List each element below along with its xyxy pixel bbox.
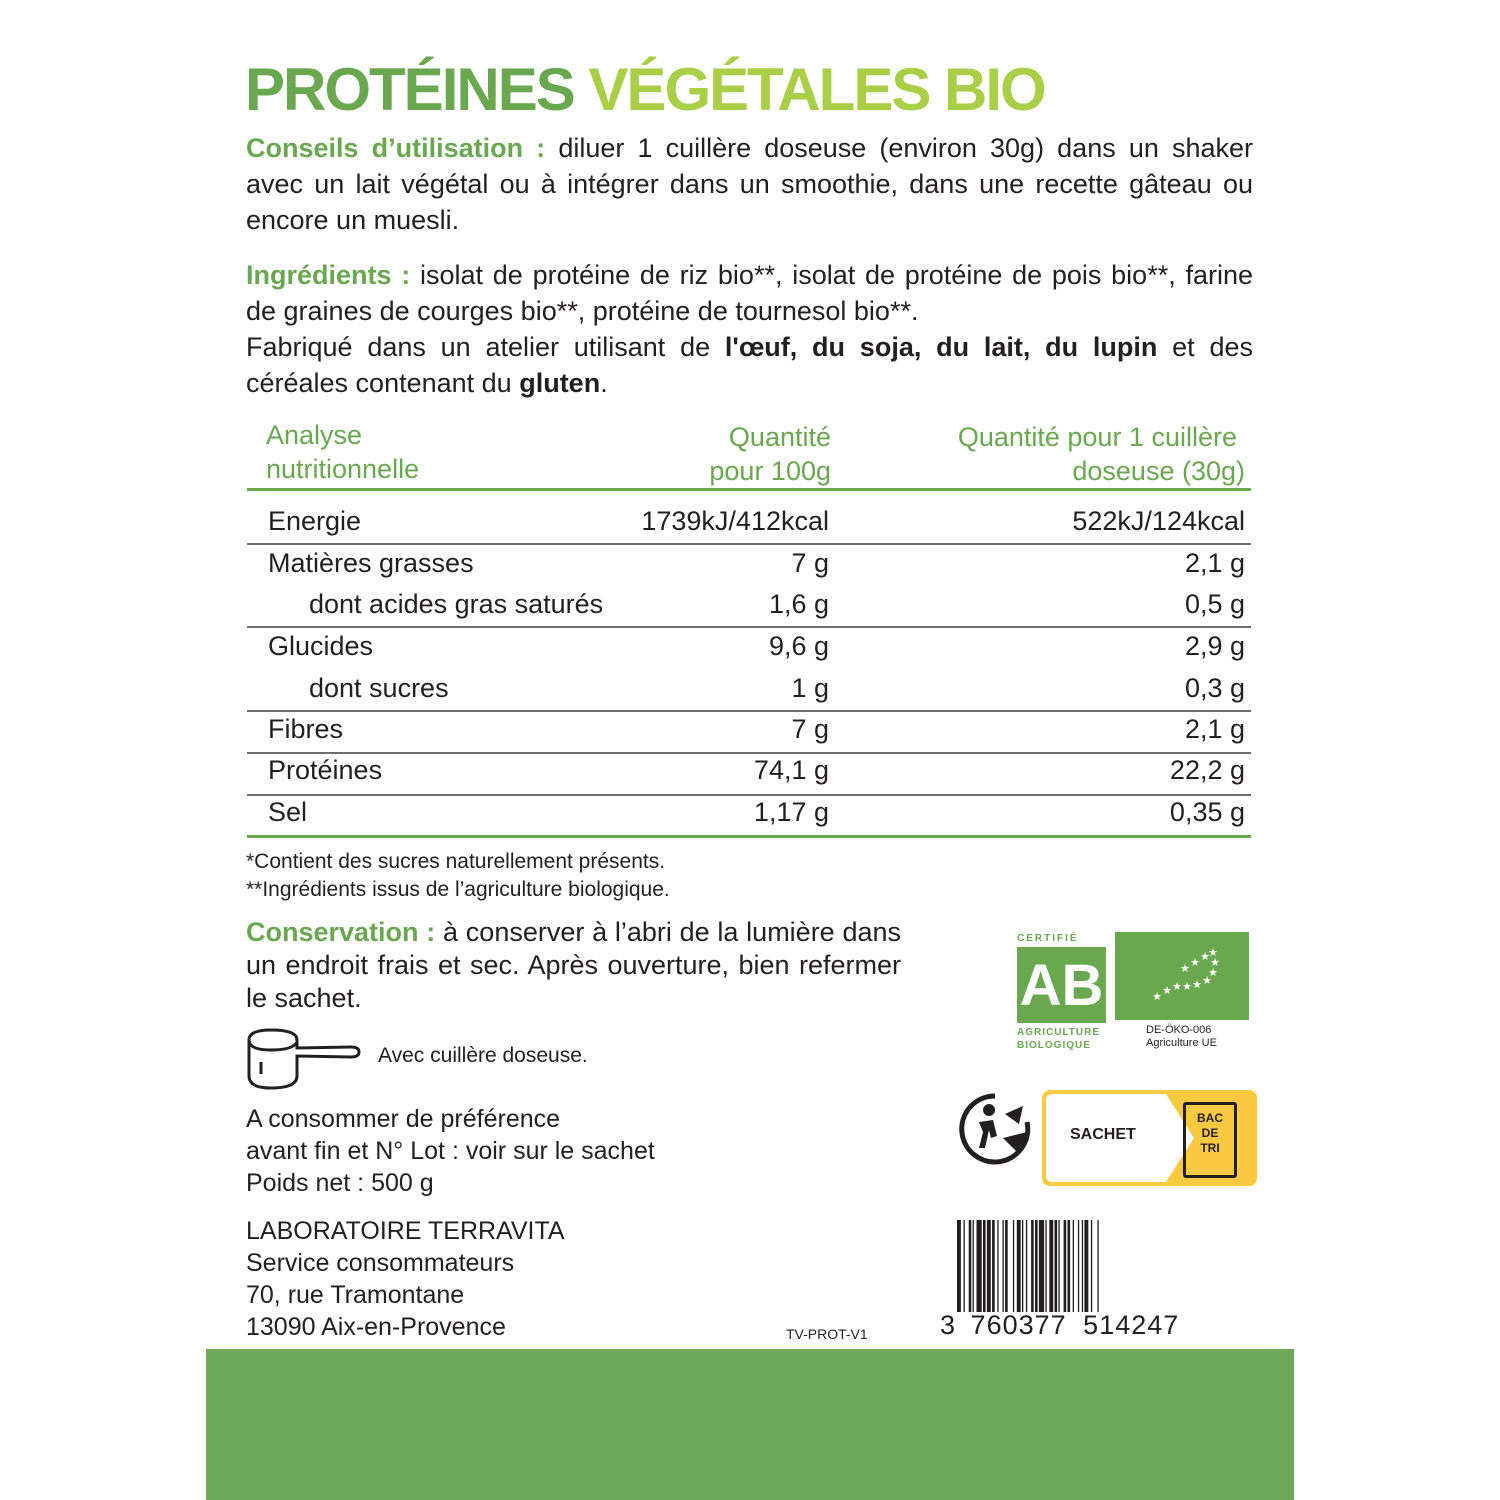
barcode-bar	[1078, 1220, 1079, 1312]
best-before: A consommer de préférence avant fin et N° Lot : voir sur le sachet Poids net : 500 g	[246, 1105, 655, 1197]
barcode-bar	[977, 1220, 982, 1312]
svg-text:★: ★	[1202, 974, 1212, 987]
barcode-bar	[987, 1220, 991, 1312]
barcode	[955, 1220, 1255, 1316]
barcode-bar	[969, 1220, 972, 1312]
barcode-bar	[1039, 1220, 1044, 1312]
sorting-bin-icon: BAC DE TRI	[1183, 1102, 1237, 1178]
barcode-bar	[1005, 1220, 1008, 1312]
barcode-bar	[1031, 1220, 1034, 1312]
svg-text:★: ★	[1192, 978, 1202, 991]
table-row: Energie 1739kJ/412kcal 522kJ/124kcal	[268, 506, 1245, 536]
svg-text:★: ★	[1180, 962, 1190, 975]
ingredients-text: isolat de protéine de riz bio**, isolat de protéine de pois bio**, farine de graines de courges bio**, protéine de tournesol bio**.	[246, 260, 1253, 326]
barcode-bar	[1013, 1220, 1014, 1312]
reference-code: TV-PROT-V1	[786, 1326, 868, 1342]
table-row: Sel 1,17 g 0,35 g	[268, 797, 1245, 827]
nutrition-header-per30: Quantité pour 1 cuillère doseuse (30g)	[957, 422, 1245, 486]
barcode-bar	[964, 1220, 965, 1312]
barcode-bar	[992, 1220, 995, 1312]
usage-advice-label: Conseils d’utilisation :	[246, 133, 546, 163]
sachet-label: SACHET	[1070, 1126, 1136, 1143]
barcode-bar	[1017, 1220, 1021, 1312]
footnote-organic: **Ingrédients issus de l’agriculture biologique.	[246, 878, 670, 901]
ingredients-label: Ingrédients :	[246, 260, 411, 290]
storage-instructions	[246, 916, 901, 1015]
storage-text: à conserver à l’abri de la lumière dans un endroit frais et sec. Après ouverture, bien refermer le sachet.	[246, 917, 902, 1013]
eu-organic-leaf-logo	[1115, 932, 1249, 1020]
table-row: dont sucres 1 g 0,3 g	[309, 673, 1245, 703]
barcode-bar	[1049, 1220, 1053, 1312]
barcode-bar	[1026, 1220, 1027, 1312]
barcode-bar	[997, 1220, 998, 1312]
svg-text:★: ★	[1172, 980, 1182, 993]
barcode-bar	[1073, 1220, 1074, 1312]
barcode-bar	[983, 1220, 986, 1312]
usage-advice-text: diluer 1 cuillère doseuse (environ 30g) dans un shaker avec un lait végétal ou à intégrer dans un smoothie, dans une recette gâteau ou encore un muesli.	[246, 133, 1253, 235]
footer-color-band	[206, 1349, 1294, 1500]
nutrition-header	[247, 418, 1251, 490]
svg-text:★: ★	[1182, 980, 1192, 993]
barcode-bar	[1082, 1220, 1083, 1312]
table-row: Protéines 74,1 g 22,2 g	[268, 755, 1245, 785]
barcode-bar	[1064, 1220, 1067, 1312]
storage-label: Conservation :	[246, 917, 436, 947]
barcode-bar	[1058, 1220, 1059, 1312]
svg-text:★: ★	[1208, 966, 1218, 979]
nutrition-table	[247, 418, 1251, 490]
company-address: LABORATOIRE TERRAVITA Service consommateurs 70, rue Tramontane 13090 Aix-en-Provence	[246, 1217, 565, 1341]
triman-icon	[957, 1092, 1035, 1166]
svg-text:★: ★	[1152, 990, 1162, 1003]
barcode-bar	[1045, 1220, 1046, 1312]
svg-text:★: ★	[1208, 946, 1218, 959]
page-title: PROTÉINES VÉGÉTALES BIO	[245, 56, 1045, 123]
table-header-divider	[247, 488, 1251, 491]
sorting-info-panel	[1042, 1090, 1257, 1186]
company-name: LABORATOIRE TERRAVITA	[246, 1217, 565, 1245]
svg-text:★: ★	[1162, 984, 1172, 997]
barcode-digits: 3 760377 514247	[940, 1310, 1180, 1340]
barcode-bar	[1068, 1220, 1071, 1312]
allergens: l'œuf, du soja, du lait, du lupin	[724, 332, 1158, 362]
barcode-bar	[1055, 1220, 1058, 1312]
footnote-sugars: *Contient des sucres naturellement présents.	[246, 850, 666, 873]
table-row: Fibres 7 g 2,1 g	[268, 714, 1245, 744]
svg-text:★: ★	[1200, 950, 1210, 963]
barcode-bar	[1091, 1220, 1092, 1312]
barcode-bar	[1035, 1220, 1038, 1312]
barcode-bar	[1084, 1220, 1088, 1312]
barcode-bar	[1003, 1220, 1004, 1312]
nutrition-header-label: Analyse nutritionnelle	[266, 420, 420, 484]
ingredients: Ingrédients : isolat de protéine de riz bio**, isolat de protéine de pois bio**, farine de graines de courges bio**, protéine de tournesol bio**. Fabriqué dans un atelier utilisant de l'œuf, du soja, du lait, du lupin et des céréales contenant du gluten.	[246, 260, 1253, 398]
table-bottom-divider	[247, 835, 1251, 838]
table-row: Matières grasses 7 g 2,1 g	[268, 548, 1245, 578]
svg-text:★: ★	[1210, 956, 1220, 969]
footnotes	[246, 848, 670, 904]
table-row: dont acides gras saturés 1,6 g 0,5 g	[309, 589, 1245, 619]
ab-organic-logo: CERTIFIÉ AB AGRICULTURE BIOLOGIQUE	[1017, 933, 1106, 1055]
measuring-scoop-icon	[243, 1026, 363, 1092]
table-row: Glucides 9,6 g 2,9 g	[268, 631, 1245, 661]
barcode-bar	[1097, 1220, 1098, 1312]
ab-logo-box: AB	[1017, 947, 1106, 1023]
eu-logo-caption: DE-ÖKO-006 Agriculture UE	[1146, 1024, 1217, 1049]
allergen-gluten: gluten	[519, 368, 601, 398]
usage-advice	[246, 130, 1253, 238]
barcode-bar	[1022, 1220, 1023, 1312]
svg-text:★: ★	[1190, 956, 1200, 969]
barcode-bar	[957, 1220, 961, 1312]
nutrition-header-per100: Quantité pour 100g	[709, 422, 831, 486]
scoop-text: Avec cuillère doseuse.	[378, 1044, 588, 1067]
barcode-bar	[973, 1220, 974, 1312]
net-weight: Poids net : 500 g	[246, 1169, 434, 1197]
